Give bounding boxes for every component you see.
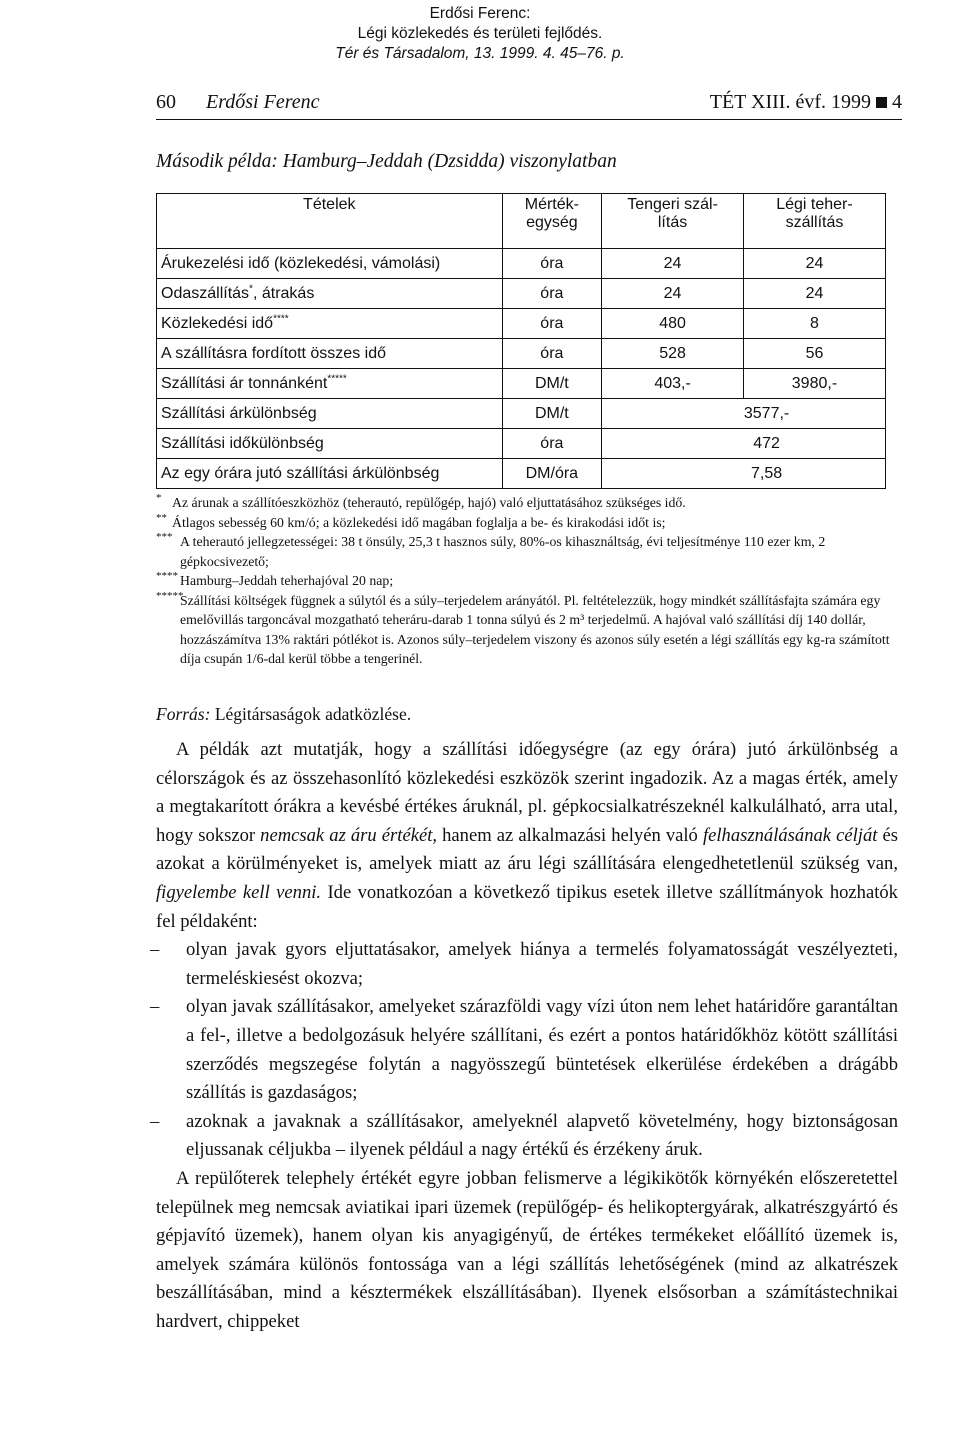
source-text: Légitársaságok adatközlése. [214, 704, 412, 724]
table-cell-unit: óra [502, 249, 602, 279]
footnote-text: Átlagos sebesség 60 km/ó; a közlekedési idő magában foglalja a be- és kirakodási időt is; [172, 514, 666, 530]
footnote-mark: ***** [327, 373, 347, 385]
text-run: A példák azt mutatják, hogy a szállítási időegységre (az egy órára) jutó árkülönbség a célországok és az összehasonlító közlekedési eszközök szerint ingadozik. Az a magas érték, amely a megtakarított órákra a kevésbé értékes áruknál, pl. gépkocsialkatrészeknél kalkulálható, arra utal, hogy sokszor [156, 739, 898, 846]
source-line [156, 704, 411, 725]
table-cell-unit: DM/t [502, 399, 602, 429]
footnote-text: Az árunak a szállítóeszközhöz (teherautó, repülőgép, hajó) való eljuttatásához szükséges idő. [172, 495, 686, 510]
table-row [157, 429, 886, 459]
header-journal-text: TÉT XIII. évf. 1999 [709, 91, 871, 113]
table-cell-unit: óra [502, 429, 602, 459]
table-cell-unit: DM/óra [502, 459, 602, 489]
footnote [156, 513, 900, 533]
example-title: Második példa: Hamburg–Jeddah (Dzsidda) viszonylatban [156, 151, 617, 172]
list-item-text: olyan javak szállításakor, amelyeket szárazföldi vagy vízi úton nem lehet határidőre garantáltan a fel-, illetve a bedolgozásuk helyére szállítani, és ezért a pontos határidőkhöz kötött szállítási szerződés megszegése folytán a nagyösszegű büntetések elkerülése érdekében a drágább szállítás is gazdaságos; [186, 996, 898, 1104]
header-journal [710, 91, 902, 114]
footnote-mark: * [156, 492, 162, 504]
table-cell-unit: óra [502, 339, 602, 369]
source-label: Forrás: [156, 704, 211, 724]
table-cell-item: Árukezelési idő (közlekedési, vámolási) [157, 249, 503, 279]
header-issue: 4 [892, 91, 902, 113]
footnote [156, 591, 900, 669]
emphasis: felhasználásának célját [702, 824, 878, 846]
table-cell-item: Szállítási időkülönbség [157, 429, 503, 459]
footnote-mark: ** [156, 511, 167, 524]
table-row [157, 459, 886, 489]
dash-icon: – [150, 996, 160, 1018]
text-run: Ide vonatkozóan a következő tipikus esetek illetve szállítmányok hozhatók fel példaként: [156, 881, 898, 932]
table-row [157, 309, 886, 339]
footnote-text: A teherautó jellegzetességei: 38 t önsúly, 25,3 t hasznos súly, 80%-os kihasználtság, évi teljesítménye 110 ezer km, 2 gépkocsivezető; [180, 534, 826, 569]
table-cell-air: 56 [743, 339, 885, 369]
footnote-mark: **** [273, 313, 289, 325]
table-cell-unit: óra [502, 279, 602, 309]
running-header [156, 91, 902, 120]
text-run: , hanem az alkalmazási helyén való [432, 824, 703, 846]
table-cell-difference: 7,58 [602, 459, 886, 489]
table-cell-sea: 480 [602, 309, 744, 339]
emphasis: nemcsak az áru értékét [260, 824, 433, 846]
table-cell-air: 8 [743, 309, 885, 339]
footnote-mark: *** [156, 531, 173, 543]
footnote [156, 532, 900, 571]
table-row [157, 399, 886, 429]
table-cell-difference: 472 [602, 429, 886, 459]
citation-author: Erdősi Ferenc: [429, 5, 531, 22]
table-cell-item: Az egy órára jutó szállítási árkülönbség [157, 459, 503, 489]
table-cell-sea: 24 [602, 249, 744, 279]
text-run: és azokat a körülményeket is, amelyek miatt az áru légi szállítására elengedhetetlenül szükség van, [156, 824, 899, 875]
table-cell-item: A szállításra fordított összes idő [157, 339, 503, 369]
footnote-text: Szállítási költségek függnek a súlytól és a súly–terjedelem arányától. Pl. feltételezzük, hogy mindkét szállításfajta számára egy emelővillás targoncával mozgatható teheráru-darab 1 tonna súlyú és 2 m³ terjedelmű. A hajóval való szállítási díj 140 dollár, hozzászámítva 13% raktári pótlékot is. Azonos súly–terjedelem viszony és azonos súly esetén a légi szállítás egy kg-ra számított díja csupán 1/6-dal kerül többe a tengerinél. [180, 592, 890, 666]
table-row [157, 369, 886, 399]
dash-icon: – [150, 939, 160, 961]
table-cell-air: 24 [743, 279, 885, 309]
footnote-text: Hamburg–Jeddah teherhajóval 20 nap; [180, 573, 394, 588]
table-header-row [157, 194, 886, 249]
table-header-cell: Tételek [157, 194, 503, 249]
list-item-text: olyan javak gyors eljuttatásakor, amelyek hiánya a termelés folyamatosságát veszélyezteti, termeléskiesést okozva; [186, 939, 898, 989]
table-cell-unit: óra [502, 309, 602, 339]
paragraph [156, 736, 898, 936]
table-cell-item [157, 279, 503, 309]
table-cell-difference: 3577,- [602, 399, 886, 429]
table-cell-item [157, 369, 503, 399]
table-header-cell: Tengeri szál- lítás [602, 194, 744, 249]
item-text: Odaszállítás [161, 284, 250, 302]
table-cell-sea: 403,- [602, 369, 744, 399]
case-list [150, 936, 898, 1165]
page-number: 60 [156, 91, 176, 113]
table-row [157, 279, 886, 309]
table-row [157, 339, 886, 369]
table-cell-sea: 528 [602, 339, 744, 369]
body-text [150, 736, 899, 1336]
square-bullet-icon [876, 97, 887, 108]
list-item [150, 936, 898, 993]
table-header-cell: Mérték- egység [502, 194, 602, 249]
item-text: Szállítási ár tonnánként [161, 374, 328, 392]
list-item [150, 1108, 898, 1165]
table-cell-unit: DM/t [502, 369, 602, 399]
table-cell-item: Szállítási árkülönbség [157, 399, 503, 429]
item-suffix: , átrakás [252, 284, 315, 302]
list-item-text: azoknak a javaknak a szállításakor, amelyeknél alapvető követelmény, hogy biztonságosan eljussanak céljukba – ilyenek például a nagy értékű és érzékeny áruk. [186, 1110, 898, 1161]
citation-source: Tér és Társadalom, 13. 1999. 4. 45–76. p. [335, 45, 625, 62]
table-footnotes [156, 493, 900, 669]
footnote [156, 571, 900, 591]
header-author: Erdősi Ferenc [206, 91, 320, 113]
footnote-mark: **** [156, 570, 178, 582]
emphasis: figyelembe kell venni. [156, 881, 322, 903]
comparison-table [156, 193, 886, 489]
list-item [150, 993, 898, 1107]
table-cell-air: 3980,- [743, 369, 885, 399]
footnote-mark: ***** [156, 589, 184, 602]
dash-icon: – [150, 1110, 160, 1132]
footnote [156, 493, 900, 513]
table-cell-item [157, 309, 503, 339]
table-cell-air: 24 [743, 249, 885, 279]
citation-block [0, 4, 960, 64]
footnote-mark: * [249, 283, 253, 295]
table-cell-sea: 24 [602, 279, 744, 309]
table-row [157, 249, 886, 279]
table-header-cell: Légi teher- szállítás [743, 194, 885, 249]
paragraph: A repülőterek telephely értékét egyre jobban felismerve a légikikötők környékén előszeretettel települnek meg nemcsak aviatikai ipari üzemek (repülőgép- és helikoptergyárak, alkatrészgyártó és gépjavító üzemek), hanem olyan kis anyagigényű, de értékes termékeket előállító üzemek is, amelyek számára különös fontossága van a légi szállítás lehetőségének (mind az alkatrészek beszállításában, mind a késztermékek elszállításában). Ilyenek elsősorban a számítástechnikai hardvert, chippeket [156, 1167, 898, 1332]
citation-title: Légi közlekedés és területi fejlődés. [357, 25, 603, 42]
item-text: Közlekedési idő [161, 314, 274, 332]
